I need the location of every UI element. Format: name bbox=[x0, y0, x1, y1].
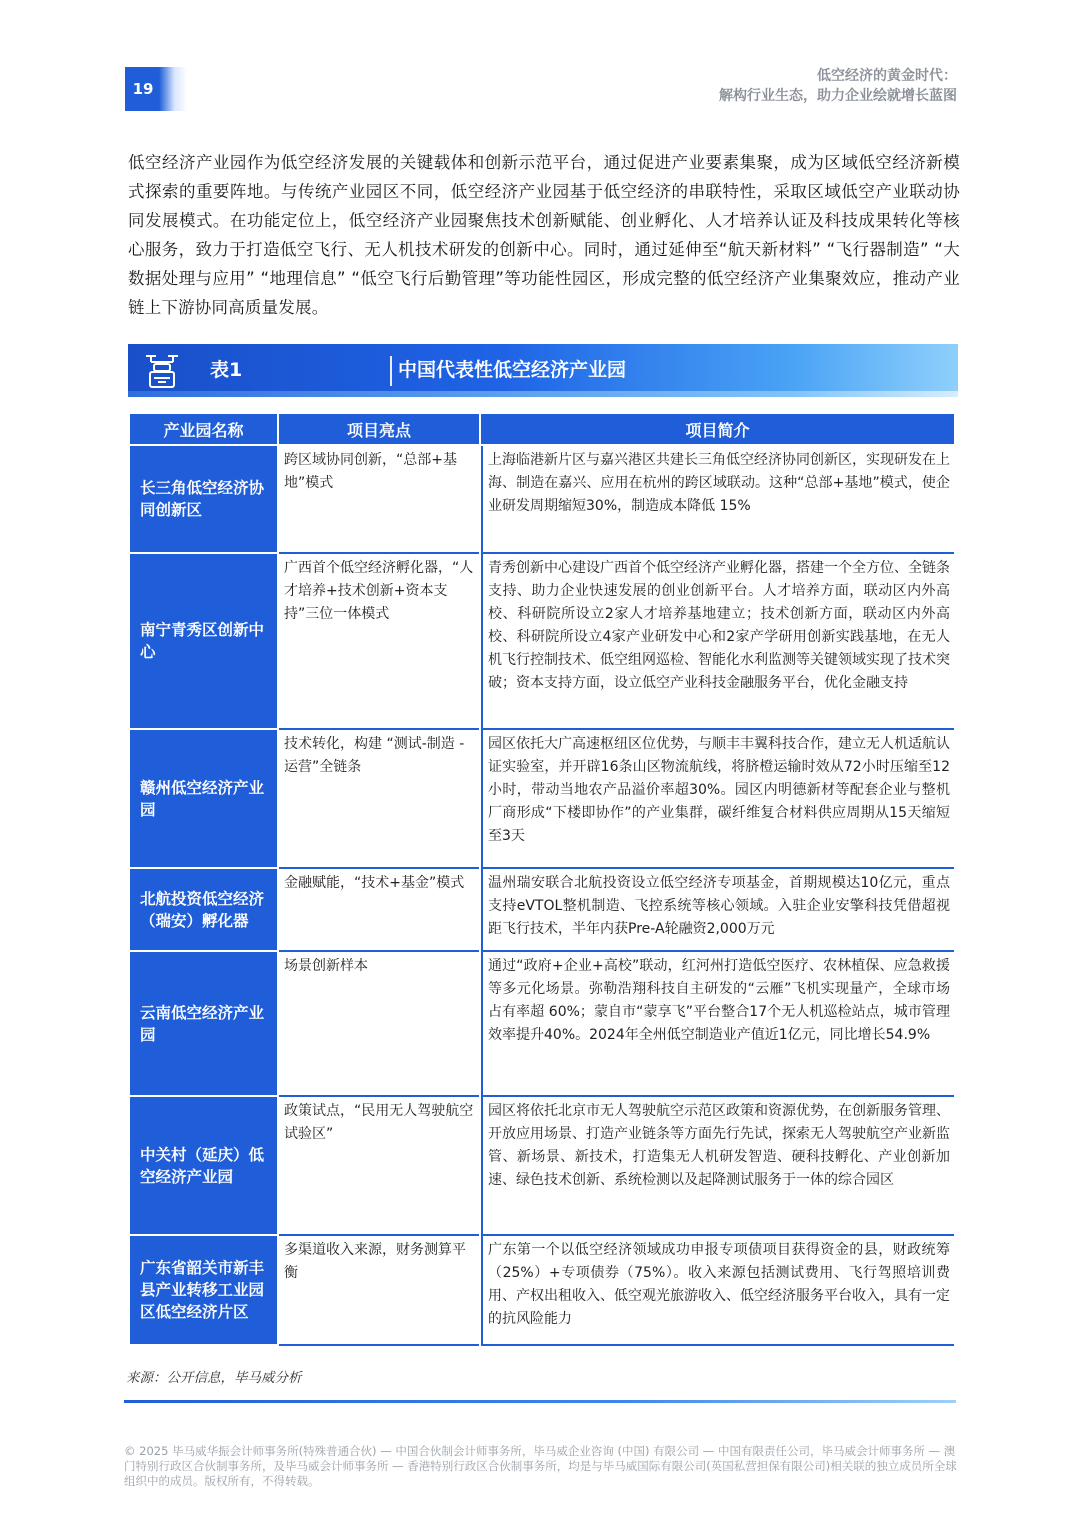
intro-paragraph: 低空经济产业园作为低空经济发展的关键载体和创新示范平台，通过促进产业要素集聚，成为区域低空经济新模式探索的重要阵地。与传统产业园区不同，低空经济产业园基于低空经济的串联特性，采取区域低空产业联动协同发展模式。在功能定位上，低空经济产业园聚焦技术创新赋能、创业孵化、人才培养认证及科技成果转化等核心服务，致力于打造低空飞行、无人机技术研发的创新中心。同时，通过延伸至“航天新材料” “飞行器制造” “大数据处理与应用” “地理信息” “低空飞行后勤管理”等功能性园区，形成完整的低空经济产业集聚效应，推动产业链上下游协同高质量发展。 bbox=[128, 153, 960, 317]
page-number: 19 bbox=[132, 80, 154, 98]
park-highlight: 金融赋能，“技术+基金”模式 bbox=[279, 869, 479, 952]
park-name: 北航投资低空经济（瑞安）孵化器 bbox=[130, 869, 277, 952]
drone-icon bbox=[142, 351, 182, 391]
source-note: 来源：公开信息，毕马威分析 bbox=[126, 1370, 302, 1386]
table-row bbox=[130, 730, 954, 869]
park-highlight: 广西首个低空经济孵化器，“人才培养+技术创新+资本支持”三位一体模式 bbox=[279, 554, 479, 730]
park-name: 长三角低空经济协同创新区 bbox=[130, 446, 277, 554]
park-highlight: 多渠道收入来源，财务测算平衡 bbox=[279, 1236, 479, 1346]
column-header-highlight: 项目亮点 bbox=[279, 414, 479, 446]
park-name: 南宁青秀区创新中心 bbox=[130, 554, 277, 730]
park-intro: 通过“政府+企业+高校”联动，红河州打造低空医疗、农林植保、应急救援等多元化场景。弥勒浩翔科技自主研发的“云雁”飞机实现量产，全球市场占有率超 60%；蒙自市“蒙享飞”平台整合17个无人机巡检站点，城市管理效率提升40%。2024年全州低空制造业产值近1亿元，同比增长54.9% bbox=[481, 952, 954, 1097]
table-row bbox=[130, 1097, 954, 1236]
park-intro: 广东第一个以低空经济领域成功申报专项债项目获得资金的县，财政统筹（25%）+专项债券（75%）。收入来源包括测试费用、飞行驾照培训费用、产权出租收入、低空观光旅游收入、低空经济服务平台收入，具有一定的抗风险能力 bbox=[481, 1236, 954, 1346]
park-intro: 上海临港新片区与嘉兴港区共建长三角低空经济协同创新区，实现研发在上海、制造在嘉兴、应用在杭州的跨区域联动。这种“总部+基地”模式，使企业研发周期缩短30%，制造成本降低 15% bbox=[481, 446, 954, 554]
park-highlight: 政策试点，“民用无人驾驶航空试验区” bbox=[279, 1097, 479, 1236]
table-row bbox=[130, 446, 954, 554]
table-row bbox=[130, 554, 954, 730]
park-intro: 温州瑞安联合北航投资设立低空经济专项基金，首期规模达10亿元，重点支持eVTOL整机制造、飞控系统等核心领域。入驻企业安擎科技凭借超视距飞行技术，半年内获Pre-A轮融资2,000万元 bbox=[481, 869, 954, 952]
copyright-disclaimer: © 2025 毕马威华振会计师事务所(特殊普通合伙) — 中国合伙制会计师事务所，毕马威企业咨询 (中国) 有限公司 — 中国有限责任公司，毕马威会计师事务所 — 澳门特别行政区合伙制事务所，及毕马威会计师事务所 — 香港特别行政区合伙制事务所，均是与毕马威国际有限公司(英国私营担保有限公司)相关联的独立成员所全球组织中的成员。版权所有，不得转载。 bbox=[124, 1444, 957, 1488]
page-number-badge bbox=[125, 67, 187, 111]
running-header bbox=[719, 66, 957, 106]
park-highlight: 跨区域协同创新，“总部+基地”模式 bbox=[279, 446, 479, 554]
table-title-divider bbox=[390, 356, 392, 386]
park-intro: 青秀创新中心建设广西首个低空经济产业孵化器，搭建一个全方位、全链条支持、助力企业快速发展的创业创新平台。人才培养方面，联动区内外高校、科研院所设立2家人才培养基地建立；技术创新方面，联动区内外高校、科研院所设立4家产业研发中心和2家产学研用创新实践基地，在无人机飞行控制技术、低空组网巡检、智能化水利监测等关键领域实现了技术突破；资本支持方面，设立低空产业科技金融服务平台，优化金融支持 bbox=[481, 554, 954, 730]
running-header-line2: 解构行业生态，助力企业绘就增长蓝图 bbox=[719, 88, 957, 104]
park-name: 中关村（延庆）低空经济产业园 bbox=[130, 1097, 277, 1236]
park-highlight: 技术转化，构建 “测试-制造 - 运营”全链条 bbox=[279, 730, 479, 869]
park-highlight: 场景创新样本 bbox=[279, 952, 479, 1097]
table-label: 表1 bbox=[210, 359, 243, 381]
table-row bbox=[130, 952, 954, 1097]
table-row bbox=[130, 1236, 954, 1346]
park-name: 广东省韶关市新丰县产业转移工业园区低空经济片区 bbox=[130, 1236, 277, 1346]
park-intro: 园区依托大广高速枢纽区位优势，与顺丰丰翼科技合作，建立无人机适航认证实验室，并开辟16条山区物流航线，将脐橙运输时效从72小时压缩至12小时，带动当地农产品溢价率超30%。园区内明德新材等配套企业与整机厂商形成“下楼即协作”的产业集群，碳纤维复合材料供应周期从15天缩短至3天 bbox=[481, 730, 954, 869]
column-header-intro: 项目简介 bbox=[481, 414, 954, 446]
table-title: 中国代表性低空经济产业园 bbox=[398, 359, 627, 381]
park-name: 赣州低空经济产业园 bbox=[130, 730, 277, 869]
table-title-bar bbox=[128, 344, 958, 397]
table-header-row bbox=[130, 414, 954, 446]
running-header-line1: 低空经济的黄金时代： bbox=[817, 68, 957, 84]
park-name: 云南低空经济产业园 bbox=[130, 952, 277, 1097]
column-header-name: 产业园名称 bbox=[130, 414, 277, 446]
industrial-park-table bbox=[128, 414, 956, 1346]
footer-divider bbox=[124, 1400, 956, 1403]
table-row bbox=[130, 869, 954, 952]
park-intro: 园区将依托北京市无人驾驶航空示范区政策和资源优势，在创新服务管理、开放应用场景、打造产业链条等方面先行先试，探索无人驾驶航空产业新监管、新场景、新技术，打造集无人机研发智造、硬科技孵化、产业创新加速、绿色技术创新、系统检测以及起降测试服务于一体的综合园区 bbox=[481, 1097, 954, 1236]
